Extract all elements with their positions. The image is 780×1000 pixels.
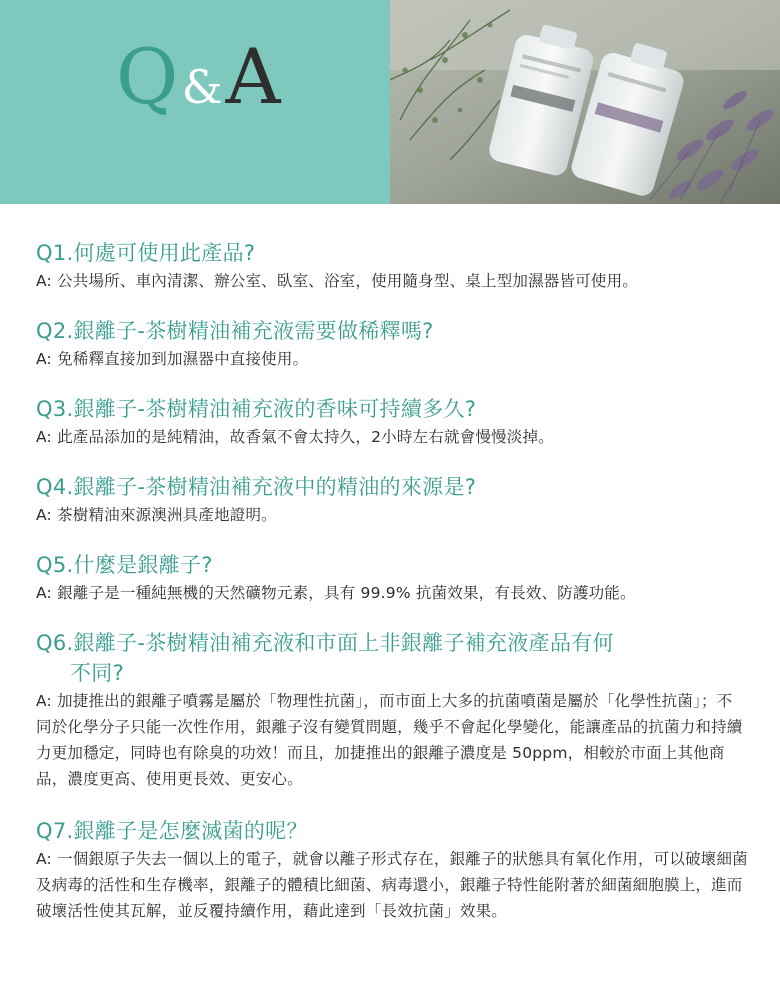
title-ampersand: &: [181, 60, 223, 114]
page-title: [116, 32, 281, 121]
question-6-line-2: 不同?: [70, 661, 125, 685]
qa-item-6: [36, 628, 748, 792]
qa-item-3: [36, 394, 748, 450]
answer-5: A: 銀離子是一種純無機的天然礦物元素，具有 99.9% 抗菌效果，有長效、防護功能。: [36, 584, 636, 602]
title-panel: [0, 0, 390, 204]
qa-item-5: [36, 550, 748, 606]
qa-item-1: [36, 238, 748, 294]
qa-item-7: [36, 816, 748, 924]
question-4: Q4.銀離子-茶樹精油補充液中的精油的來源是?: [36, 475, 477, 499]
question-1: Q1.何處可使用此產品?: [36, 241, 256, 265]
answer-7: A: 一個銀原子失去一個以上的電子，就會以離子形式存在，銀離子的狀態具有氧化作用，可以破壞細菌及病毒的活性和生存機率，銀離子的體積比細菌、病毒還小，銀離子特性能附著於細菌細胞膜上，進而破壞活性使其瓦解，並反覆持續作用，藉此達到「長效抗菌」效果。: [36, 850, 748, 920]
question-7: Q7.銀離子是怎麼滅菌的呢？: [36, 819, 308, 843]
title-q: Q: [116, 32, 179, 121]
question-5: Q5.什麼是銀離子?: [36, 553, 213, 577]
question-6: [36, 628, 748, 688]
product-photo-illustration: [390, 0, 780, 204]
qa-item-2: [36, 316, 748, 372]
header-banner: [0, 0, 780, 204]
qa-item-4: [36, 472, 748, 528]
title-a: A: [225, 32, 281, 121]
question-2: Q2.銀離子-茶樹精油補充液需要做稀釋嗎?: [36, 319, 434, 343]
answer-6: A: 加捷推出的銀離子噴霧是屬於「物理性抗菌」，而市面上大多的抗菌噴菌是屬於「化學性抗菌」；不同於化學分子只能一次性作用，銀離子沒有變質問題，幾乎不會起化學變化，能讓產品的抗菌力和持續力更加穩定，同時也有除臭的功效！而且，加捷推出的銀離子濃度是 50ppm，相較於市面上其他商品，濃度更高、使用更長效、更安心。: [36, 692, 743, 788]
answer-2: A: 免稀釋直接加到加濕器中直接使用。: [36, 350, 309, 368]
product-photo: [390, 0, 780, 204]
answer-1: A: 公共場所、車內清潔、辦公室、臥室、浴室，使用隨身型、桌上型加濕器皆可使用。: [36, 272, 638, 290]
answer-4: A: 茶樹精油來源澳洲具產地證明。: [36, 506, 277, 524]
question-6-line-1: Q6.銀離子-茶樹精油補充液和市面上非銀離子補充液產品有何: [36, 631, 614, 655]
answer-3: A: 此產品添加的是純精油，故香氣不會太持久，2小時左右就會慢慢淡掉。: [36, 428, 554, 446]
question-3: Q3.銀離子-茶樹精油補充液的香味可持續多久?: [36, 397, 477, 421]
